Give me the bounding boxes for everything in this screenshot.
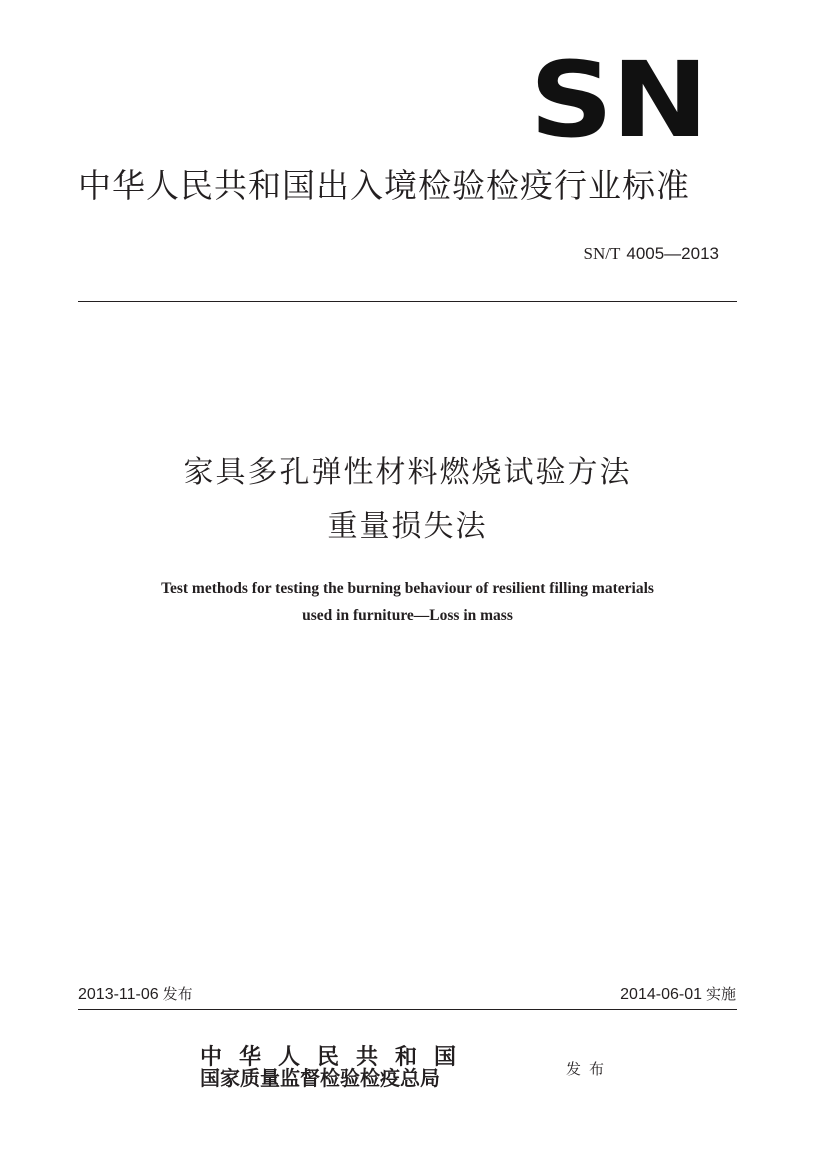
standard-code: 4005—2013: [626, 244, 719, 263]
issuer-line2: 国家质量监督检验检疫总局: [200, 1066, 440, 1090]
issuer-line1: 中华人民共和国: [200, 1044, 474, 1070]
sn-logo: SN: [529, 39, 707, 161]
standard-prefix: SN/T: [583, 244, 621, 263]
implement-date-value: 2014-06-01: [620, 986, 702, 1003]
implement-date-label: 实施: [705, 985, 736, 1003]
title-cn-line1: 家具多孔弹性材料燃烧试验方法: [183, 455, 632, 490]
issue-date-label: 发布: [162, 985, 193, 1003]
standard-category: 中华人民共和国出入境检验检疫行业标准: [78, 166, 690, 205]
top-divider: [78, 301, 737, 302]
implement-date: [620, 983, 736, 1004]
title-en-line1: Test methods for testing the burning behaviour of resilient filling materials: [161, 580, 654, 597]
issue-date-value: 2013-11-06: [78, 986, 159, 1003]
issue-date: [78, 983, 193, 1004]
title-cn-line2: 重量损失法: [327, 509, 488, 544]
publish-label: 发布: [566, 1060, 613, 1078]
title-en-line2: used in furniture—Loss in mass: [302, 607, 513, 624]
standard-number: [584, 244, 719, 264]
bottom-divider: [78, 1009, 737, 1010]
